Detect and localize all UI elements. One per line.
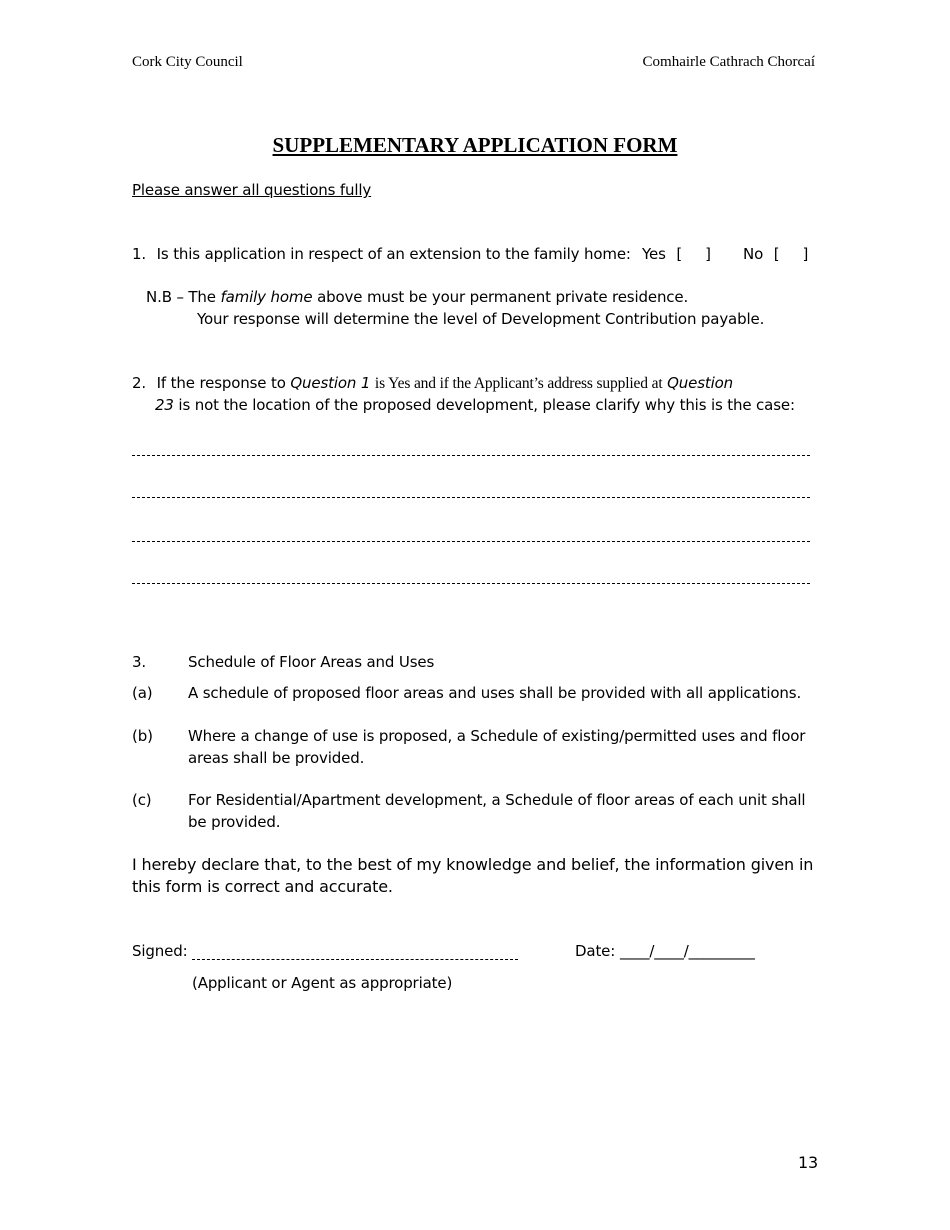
q2-number: 2. [132, 374, 147, 392]
q3-number: 3. [132, 653, 147, 671]
q1-note-line2: Your response will determine the level of Development Contribution payable. [197, 310, 765, 328]
q3-item-text: Where a change of use is proposed, a Schedule of existing/permitted uses and floor [188, 727, 806, 745]
declaration-line1: I hereby declare that, to the best of my knowledge and belief, the information given in [132, 855, 814, 874]
q2-italic-3: 23 [155, 396, 174, 414]
q3-item-label: (a) [132, 684, 153, 702]
declaration-line2: this form is correct and accurate. [132, 877, 393, 896]
q1-note-italic: family home [220, 288, 313, 306]
question-2-line2 [155, 396, 795, 414]
header-left: Cork City Council [132, 54, 243, 70]
instruction: Please answer all questions fully [132, 181, 372, 199]
answer-line[interactable] [132, 497, 810, 498]
q2-italic-2: Question [667, 374, 733, 392]
q2-italic-1: Question 1 [290, 374, 371, 392]
q2-text-2: is Yes and if the Applicant’s address supplied at [374, 375, 663, 392]
q3-item-text-cont: areas shall be provided. [188, 749, 365, 767]
q1-number: 1. [132, 245, 147, 263]
header-right: Comhairle Cathrach Chorcaí [642, 54, 815, 70]
q3-item-text-cont: be provided. [188, 813, 281, 831]
q1-note-prefix: N.B – The [146, 288, 216, 306]
q2-text-3: is not the location of the proposed development, please clarify why this is the case: [178, 396, 795, 414]
signature-line[interactable] [192, 959, 518, 960]
page-title: SUPPLEMENTARY APPLICATION FORM [272, 133, 678, 157]
q3-item-label: (b) [132, 727, 153, 745]
signature-note: (Applicant or Agent as appropriate) [192, 974, 453, 992]
answer-line[interactable] [132, 583, 810, 584]
q3-item-text: For Residential/Apartment development, a Schedule of floor areas of each unit shall [188, 791, 806, 809]
page-number: 13 [797, 1153, 818, 1172]
answer-line[interactable] [132, 541, 810, 542]
q1-yes-label: Yes [642, 245, 666, 263]
question-2 [132, 374, 733, 393]
q3-item-text: A schedule of proposed floor areas and uses shall be provided with all applications. [188, 684, 802, 702]
question-1 [132, 245, 631, 263]
q1-no[interactable] [743, 245, 808, 263]
q1-no-checkbox[interactable]: [ ] [773, 245, 809, 263]
q2-text-1: If the response to [156, 374, 286, 392]
q3-item-label: (c) [132, 791, 152, 809]
q1-text: Is this application in respect of an extension to the family home: [156, 245, 631, 263]
answer-line[interactable] [132, 455, 810, 456]
q3-heading: Schedule of Floor Areas and Uses [188, 653, 435, 671]
signed-label: Signed: [132, 942, 188, 960]
date-field[interactable]: ____/____/_________ [620, 942, 755, 960]
date-label: Date: [575, 942, 616, 960]
q1-note [146, 288, 688, 306]
q1-yes[interactable] [642, 245, 711, 263]
q1-yes-checkbox[interactable]: [ ] [676, 245, 711, 263]
q1-no-label: No [743, 245, 764, 263]
q1-note-suffix: above must be your permanent private residence. [317, 288, 689, 306]
